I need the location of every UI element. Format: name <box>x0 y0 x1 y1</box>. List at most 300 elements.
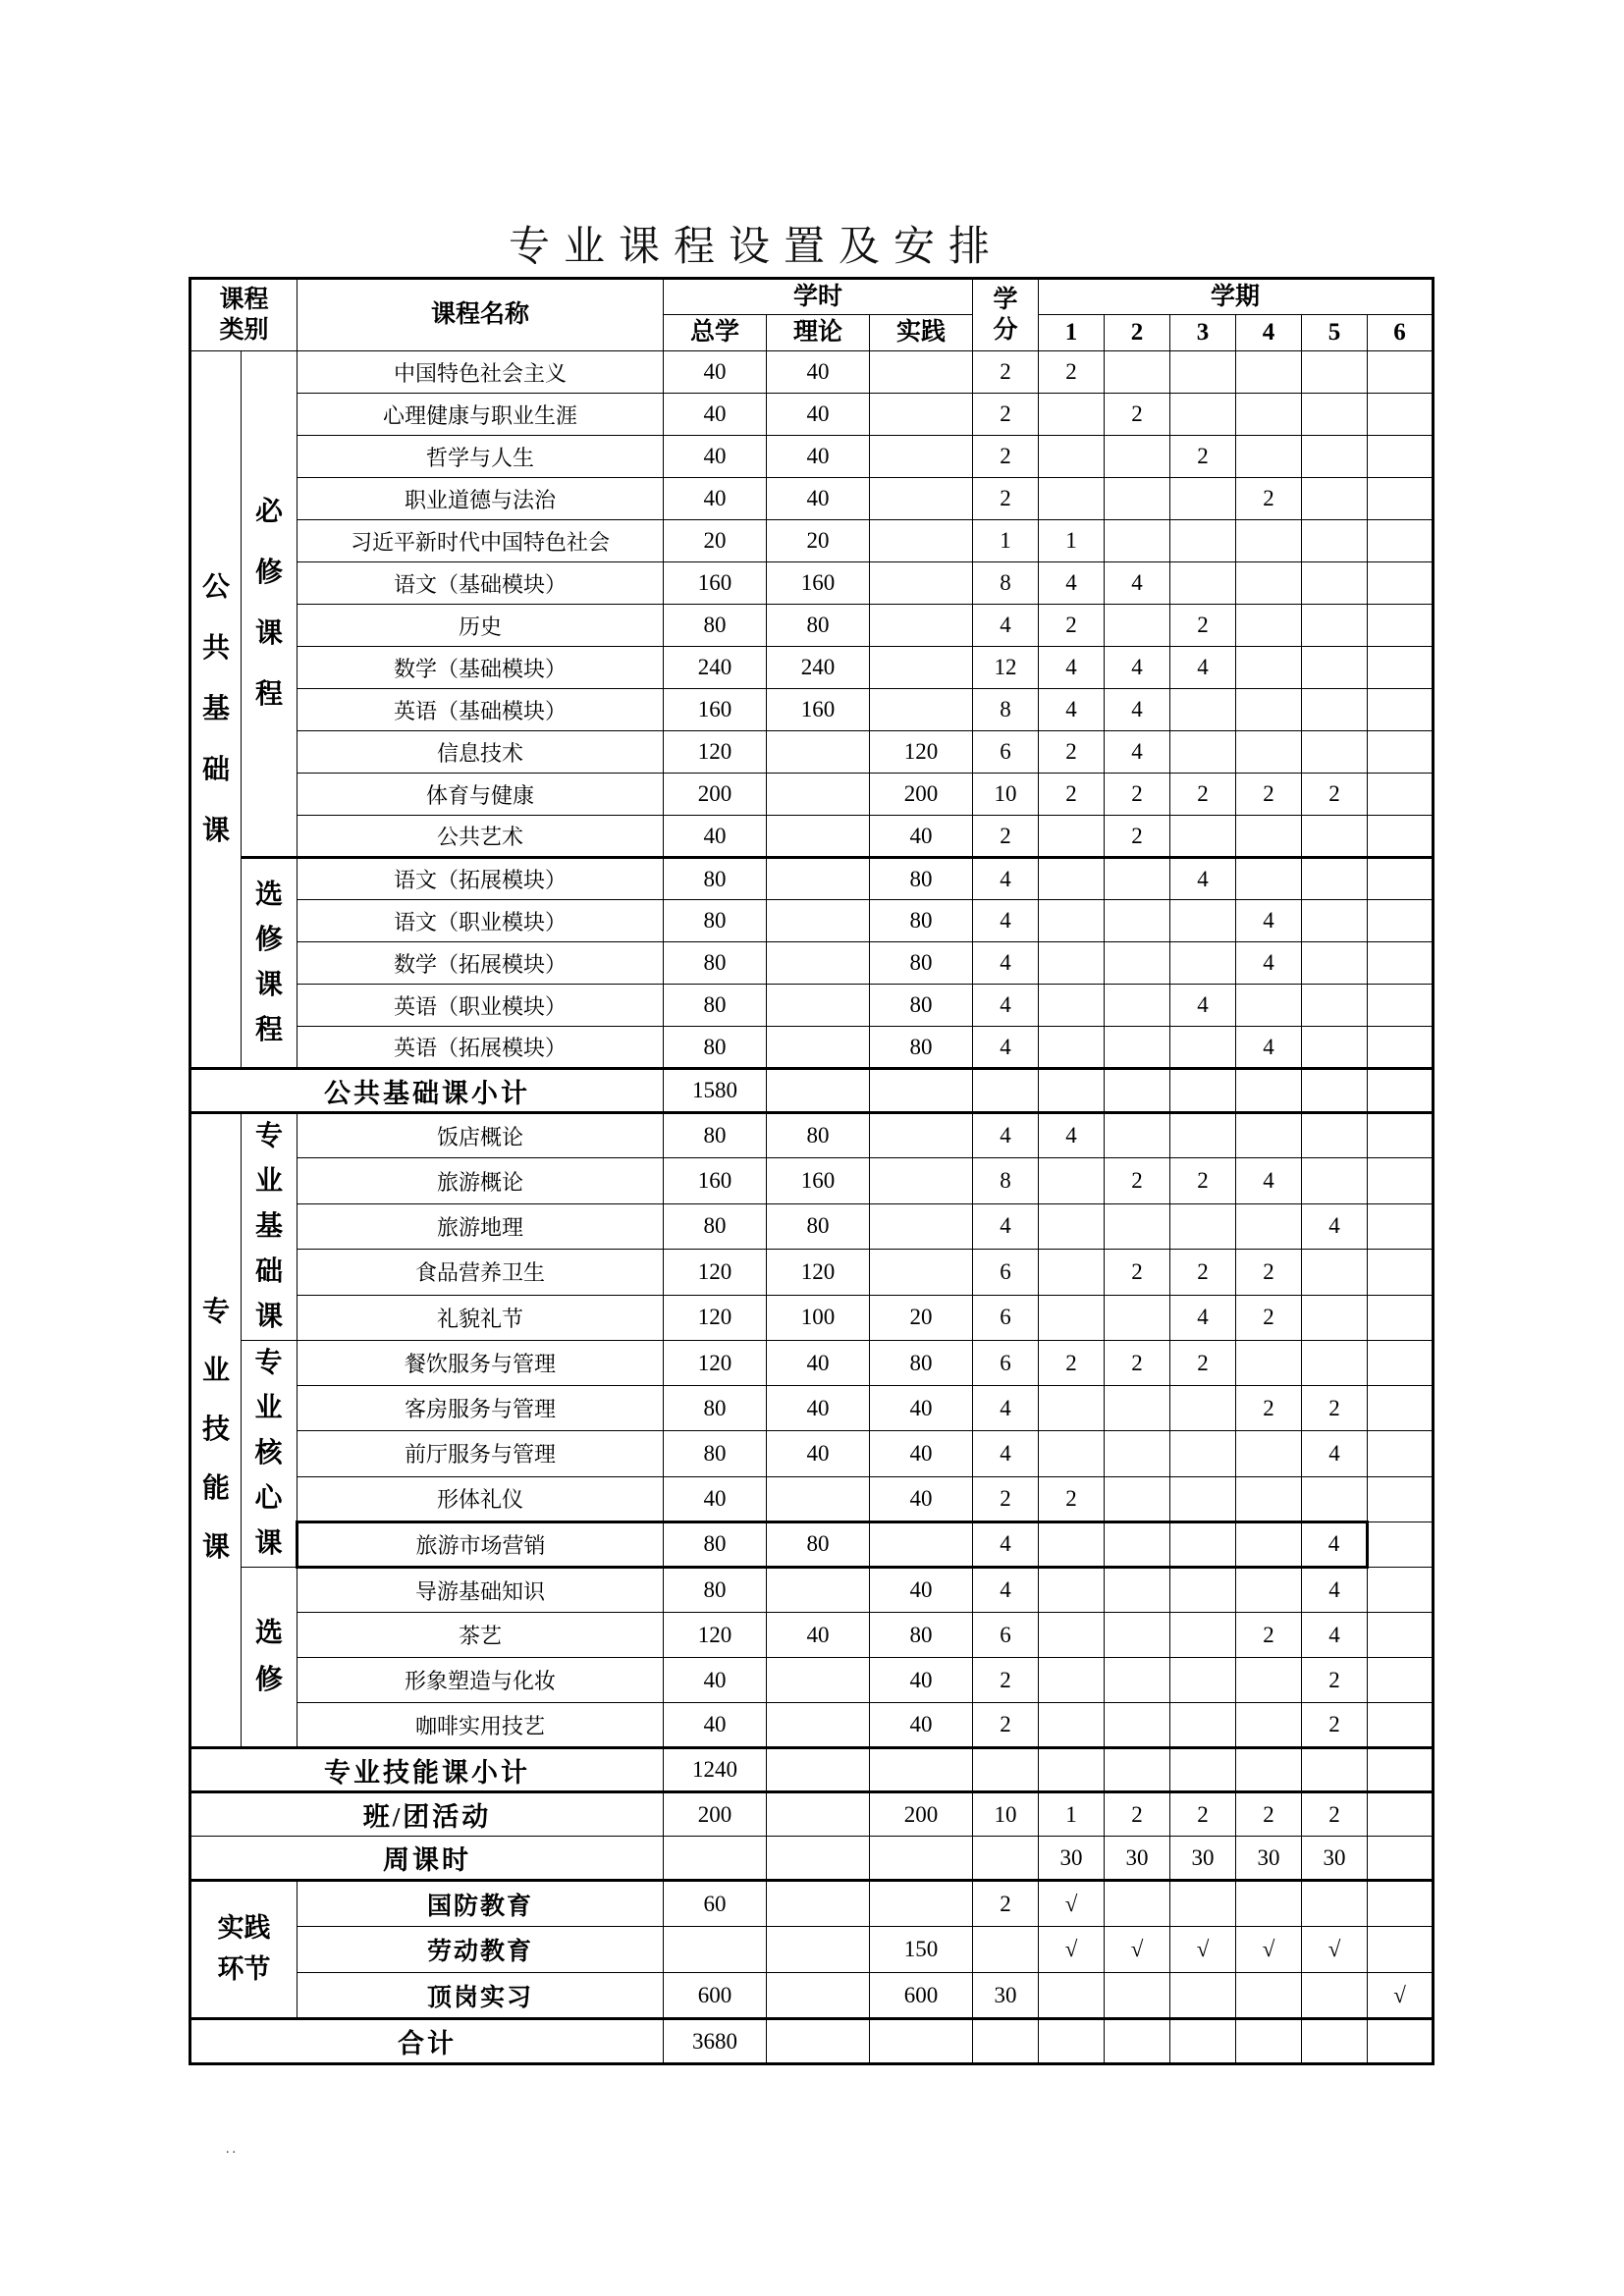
semester-1-cell <box>1039 985 1105 1027</box>
semester-5-cell: 30 <box>1302 1837 1368 1881</box>
semester-1-cell: 4 <box>1039 1113 1105 1158</box>
theory-hours-cell <box>767 1703 870 1748</box>
semester-5-cell <box>1302 1069 1368 1113</box>
semester-3-cell <box>1170 942 1236 985</box>
semester-2-cell: 2 <box>1105 774 1170 816</box>
semester-4-cell <box>1236 1203 1302 1249</box>
semester-2-cell <box>1105 1522 1170 1567</box>
semester-3-cell: √ <box>1170 1927 1236 1973</box>
credits-cell: 6 <box>973 1613 1039 1658</box>
practice-hours-cell <box>870 351 973 394</box>
credits-cell: 4 <box>973 1386 1039 1431</box>
course-row <box>190 520 1434 562</box>
header-semester-1: 1 <box>1039 315 1105 351</box>
total-hours-cell: 40 <box>664 394 767 436</box>
semester-6-cell <box>1368 1386 1434 1431</box>
course-row <box>190 1703 1434 1748</box>
semester-2-cell <box>1105 478 1170 520</box>
semester-2-cell: 30 <box>1105 1837 1170 1881</box>
semester-3-cell <box>1170 1522 1236 1567</box>
total-hours-cell: 80 <box>664 1386 767 1431</box>
course-name-cell: 心理健康与职业生涯 <box>298 394 664 436</box>
practice-hours-cell <box>870 1881 973 1927</box>
course-name-cell: 茶艺 <box>298 1613 664 1658</box>
course-name-cell: 哲学与人生 <box>298 436 664 478</box>
semester-3-cell <box>1170 1431 1236 1476</box>
course-name-cell: 体育与健康 <box>298 774 664 816</box>
semester-6-cell <box>1368 1837 1434 1881</box>
practice-hours-cell <box>870 394 973 436</box>
category-cell: 选 修 课 程 <box>242 858 298 1069</box>
total-hours-cell: 160 <box>664 1158 767 1203</box>
course-row <box>190 1973 1434 2019</box>
course-row <box>190 1250 1434 1295</box>
semester-5-cell <box>1302 1113 1368 1158</box>
course-name-cell: 语文（拓展模块） <box>298 858 664 900</box>
practice-hours-cell: 80 <box>870 1613 973 1658</box>
semester-5-cell <box>1302 1027 1368 1069</box>
semester-2-cell <box>1105 520 1170 562</box>
semester-5-cell <box>1302 1476 1368 1522</box>
category-cell: 公 共 基 础 课 <box>190 351 242 1069</box>
total-hours-cell: 40 <box>664 1476 767 1522</box>
course-row <box>190 1613 1434 1658</box>
header-hours-col-3: 实践 <box>870 315 973 351</box>
theory-hours-cell: 100 <box>767 1295 870 1340</box>
semester-5-cell: 2 <box>1302 1658 1368 1703</box>
theory-hours-cell: 40 <box>767 1431 870 1476</box>
practice-hours-cell: 40 <box>870 1476 973 1522</box>
summary-label-cell: 班/团活动 <box>190 1792 664 1837</box>
semester-4-cell: 2 <box>1236 1792 1302 1837</box>
semester-3-cell <box>1170 816 1236 858</box>
summary-row <box>190 1069 1434 1113</box>
course-name-cell: 形体礼仪 <box>298 1476 664 1522</box>
semester-6-cell <box>1368 605 1434 647</box>
practice-hours-cell: 80 <box>870 942 973 985</box>
course-row <box>190 1431 1434 1476</box>
course-name-cell: 客房服务与管理 <box>298 1386 664 1431</box>
credits-cell: 6 <box>973 1295 1039 1340</box>
practice-hours-cell: 120 <box>870 731 973 774</box>
semester-3-cell: 2 <box>1170 1158 1236 1203</box>
semester-5-cell <box>1302 1158 1368 1203</box>
course-name-cell: 餐饮服务与管理 <box>298 1341 664 1386</box>
semester-1-cell <box>1039 1203 1105 1249</box>
semester-3-cell: 30 <box>1170 1837 1236 1881</box>
theory-hours-cell <box>767 1658 870 1703</box>
semester-2-cell: 4 <box>1105 689 1170 731</box>
theory-hours-cell <box>767 985 870 1027</box>
semester-4-cell <box>1236 1568 1302 1613</box>
semester-4-cell <box>1236 436 1302 478</box>
total-hours-cell: 240 <box>664 647 767 689</box>
course-row <box>190 1522 1434 1567</box>
theory-hours-cell <box>767 942 870 985</box>
credits-cell: 10 <box>973 774 1039 816</box>
semester-4-cell <box>1236 520 1302 562</box>
semester-6-cell <box>1368 1027 1434 1069</box>
theory-hours-cell <box>767 1973 870 2019</box>
semester-6-cell <box>1368 1522 1434 1567</box>
course-name-cell: 劳动教育 <box>298 1927 664 1973</box>
semester-6-cell <box>1368 774 1434 816</box>
semester-2-cell <box>1105 858 1170 900</box>
semester-3-cell: 4 <box>1170 647 1236 689</box>
semester-4-cell <box>1236 1881 1302 1927</box>
semester-6-cell <box>1368 1703 1434 1748</box>
course-name-cell: 语文（职业模块） <box>298 900 664 942</box>
course-name-cell: 国防教育 <box>298 1881 664 1927</box>
total-hours-cell: 80 <box>664 900 767 942</box>
total-hours-cell: 120 <box>664 1341 767 1386</box>
semester-1-cell <box>1039 1973 1105 2019</box>
semester-5-cell <box>1302 478 1368 520</box>
course-row <box>190 394 1434 436</box>
semester-1-cell <box>1039 1522 1105 1567</box>
page-title: 专业课程设置及安排 <box>508 225 1003 270</box>
semester-4-cell: 30 <box>1236 1837 1302 1881</box>
theory-hours-cell: 40 <box>767 1386 870 1431</box>
header-hours-group: 学时 <box>664 279 973 315</box>
semester-1-cell <box>1039 816 1105 858</box>
total-hours-cell: 1240 <box>664 1748 767 1792</box>
practice-hours-cell <box>870 1250 973 1295</box>
semester-5-cell <box>1302 1973 1368 2019</box>
course-row <box>190 1386 1434 1431</box>
practice-hours-cell: 40 <box>870 1703 973 1748</box>
semester-2-cell: 2 <box>1105 816 1170 858</box>
course-name-cell: 英语（职业模块） <box>298 985 664 1027</box>
semester-6-cell <box>1368 2019 1434 2064</box>
credits-cell: 2 <box>973 1703 1039 1748</box>
credits-cell: 4 <box>973 605 1039 647</box>
course-name-cell: 旅游市场营销 <box>298 1522 664 1567</box>
semester-4-cell <box>1236 2019 1302 2064</box>
credits-cell: 4 <box>973 1568 1039 1613</box>
total-hours-cell: 120 <box>664 1250 767 1295</box>
practice-hours-cell: 40 <box>870 1568 973 1613</box>
semester-4-cell: 2 <box>1236 478 1302 520</box>
course-name-cell: 导游基础知识 <box>298 1568 664 1613</box>
course-name-cell: 公共艺术 <box>298 816 664 858</box>
semester-3-cell <box>1170 1203 1236 1249</box>
semester-2-cell <box>1105 985 1170 1027</box>
total-hours-cell: 160 <box>664 689 767 731</box>
semester-6-cell <box>1368 1792 1434 1837</box>
total-hours-cell: 120 <box>664 731 767 774</box>
credits-cell: 4 <box>973 985 1039 1027</box>
semester-1-cell: 4 <box>1039 647 1105 689</box>
practice-hours-cell: 150 <box>870 1927 973 1973</box>
practice-hours-cell <box>870 1113 973 1158</box>
course-row <box>190 1568 1434 1613</box>
semester-3-cell: 4 <box>1170 1295 1236 1340</box>
course-name-cell: 礼貌礼节 <box>298 1295 664 1340</box>
semester-2-cell <box>1105 1431 1170 1476</box>
semester-3-cell: 4 <box>1170 858 1236 900</box>
semester-5-cell <box>1302 1341 1368 1386</box>
semester-4-cell: 4 <box>1236 942 1302 985</box>
course-row <box>190 647 1434 689</box>
semester-3-cell: 2 <box>1170 774 1236 816</box>
semester-6-cell <box>1368 689 1434 731</box>
credits-cell: 2 <box>973 1881 1039 1927</box>
semester-4-cell <box>1236 1522 1302 1567</box>
semester-3-cell <box>1170 478 1236 520</box>
semester-1-cell: 1 <box>1039 520 1105 562</box>
course-row <box>190 1158 1434 1203</box>
course-row <box>190 436 1434 478</box>
course-row <box>190 985 1434 1027</box>
semester-3-cell <box>1170 394 1236 436</box>
semester-5-cell <box>1302 436 1368 478</box>
semester-5-cell <box>1302 1748 1368 1792</box>
semester-4-cell: √ <box>1236 1927 1302 1973</box>
total-hours-cell: 80 <box>664 858 767 900</box>
semester-6-cell <box>1368 1927 1434 1973</box>
semester-4-cell <box>1236 858 1302 900</box>
semester-3-cell <box>1170 1658 1236 1703</box>
course-name-cell: 中国特色社会主义 <box>298 351 664 394</box>
credits-cell: 4 <box>973 1113 1039 1158</box>
credits-cell: 6 <box>973 1341 1039 1386</box>
credits-cell: 2 <box>973 436 1039 478</box>
theory-hours-cell: 240 <box>767 647 870 689</box>
practice-hours-cell: 200 <box>870 774 973 816</box>
course-name-cell: 食品营养卫生 <box>298 1250 664 1295</box>
total-hours-cell: 40 <box>664 478 767 520</box>
semester-6-cell <box>1368 1658 1434 1703</box>
credits-cell <box>973 1927 1039 1973</box>
semester-4-cell: 2 <box>1236 1613 1302 1658</box>
semester-2-cell: √ <box>1105 1927 1170 1973</box>
course-name-cell: 英语（拓展模块） <box>298 1027 664 1069</box>
practice-hours-cell <box>870 605 973 647</box>
semester-5-cell: 2 <box>1302 1703 1368 1748</box>
theory-hours-cell: 160 <box>767 562 870 605</box>
semester-4-cell: 2 <box>1236 774 1302 816</box>
total-hours-cell: 80 <box>664 1568 767 1613</box>
practice-hours-cell: 80 <box>870 1341 973 1386</box>
theory-hours-cell <box>767 1069 870 1113</box>
course-name-cell: 数学（基础模块） <box>298 647 664 689</box>
header-category: 课程 类别 <box>190 279 298 351</box>
total-hours-cell: 40 <box>664 351 767 394</box>
semester-5-cell <box>1302 731 1368 774</box>
total-hours-cell: 200 <box>664 774 767 816</box>
total-hours-cell: 600 <box>664 1973 767 2019</box>
semester-1-cell <box>1039 1748 1105 1792</box>
total-hours-cell: 60 <box>664 1881 767 1927</box>
summary-label-cell: 专业技能课小计 <box>190 1748 664 1792</box>
header-hours-col-2: 理论 <box>767 315 870 351</box>
semester-6-cell <box>1368 1295 1434 1340</box>
practice-hours-cell: 600 <box>870 1973 973 2019</box>
semester-3-cell <box>1170 1386 1236 1431</box>
semester-1-cell <box>1039 1568 1105 1613</box>
credits-cell: 2 <box>973 1658 1039 1703</box>
semester-4-cell <box>1236 394 1302 436</box>
semester-1-cell: 4 <box>1039 689 1105 731</box>
semester-1-cell <box>1039 1431 1105 1476</box>
semester-5-cell: 4 <box>1302 1568 1368 1613</box>
semester-2-cell <box>1105 605 1170 647</box>
semester-6-cell <box>1368 900 1434 942</box>
semester-3-cell <box>1170 1613 1236 1658</box>
semester-5-cell: 4 <box>1302 1431 1368 1476</box>
total-hours-cell: 80 <box>664 985 767 1027</box>
course-row <box>190 774 1434 816</box>
semester-6-cell <box>1368 1341 1434 1386</box>
course-name-cell: 咖啡实用技艺 <box>298 1703 664 1748</box>
course-name-cell: 顶岗实习 <box>298 1973 664 2019</box>
semester-5-cell: 4 <box>1302 1203 1368 1249</box>
course-row <box>190 1203 1434 1249</box>
course-name-cell: 数学（拓展模块） <box>298 942 664 985</box>
semester-2-cell <box>1105 942 1170 985</box>
semester-3-cell <box>1170 351 1236 394</box>
course-name-cell: 英语（基础模块） <box>298 689 664 731</box>
course-row <box>190 1341 1434 1386</box>
practice-hours-cell <box>870 562 973 605</box>
course-row <box>190 731 1434 774</box>
header-row-1 <box>190 279 1434 315</box>
semester-3-cell <box>1170 731 1236 774</box>
semester-3-cell <box>1170 1476 1236 1522</box>
semester-4-cell: 2 <box>1236 1295 1302 1340</box>
semester-6-cell <box>1368 478 1434 520</box>
theory-hours-cell: 80 <box>767 1113 870 1158</box>
semester-5-cell <box>1302 605 1368 647</box>
semester-1-cell: 2 <box>1039 605 1105 647</box>
course-name-cell: 形象塑造与化妆 <box>298 1658 664 1703</box>
credits-cell: 8 <box>973 562 1039 605</box>
semester-1-cell <box>1039 1613 1105 1658</box>
semester-3-cell: 2 <box>1170 1250 1236 1295</box>
theory-hours-cell <box>767 1748 870 1792</box>
semester-3-cell: 2 <box>1170 436 1236 478</box>
course-name-cell: 语文（基础模块） <box>298 562 664 605</box>
category-cell: 专 业 核 心 课 <box>242 1341 298 1568</box>
semester-4-cell <box>1236 985 1302 1027</box>
theory-hours-cell: 20 <box>767 520 870 562</box>
semester-3-cell <box>1170 1703 1236 1748</box>
semester-2-cell <box>1105 1568 1170 1613</box>
practice-hours-cell <box>870 1069 973 1113</box>
semester-1-cell <box>1039 394 1105 436</box>
credits-cell: 2 <box>973 351 1039 394</box>
semester-4-cell <box>1236 731 1302 774</box>
semester-1-cell <box>1039 1658 1105 1703</box>
semester-2-cell <box>1105 1386 1170 1431</box>
semester-4-cell <box>1236 1748 1302 1792</box>
semester-6-cell <box>1368 942 1434 985</box>
semester-1-cell <box>1039 1703 1105 1748</box>
course-row <box>190 351 1434 394</box>
semester-3-cell: 2 <box>1170 1341 1236 1386</box>
credits-cell: 2 <box>973 478 1039 520</box>
semester-1-cell <box>1039 478 1105 520</box>
total-hours-cell: 80 <box>664 1203 767 1249</box>
credits-cell: 2 <box>973 816 1039 858</box>
header-course-name: 课程名称 <box>298 279 664 351</box>
total-hours-cell: 80 <box>664 1113 767 1158</box>
semester-1-cell <box>1039 858 1105 900</box>
course-row <box>190 816 1434 858</box>
semester-6-cell <box>1368 1748 1434 1792</box>
semester-5-cell <box>1302 394 1368 436</box>
curriculum-table <box>189 277 1435 2065</box>
category-cell: 专 业 基 础 课 <box>242 1113 298 1341</box>
theory-hours-cell <box>767 1027 870 1069</box>
semester-6-cell <box>1368 1431 1434 1476</box>
course-name-cell: 旅游概论 <box>298 1158 664 1203</box>
semester-2-cell <box>1105 1881 1170 1927</box>
category-cell: 实践 环节 <box>190 1881 298 2019</box>
semester-5-cell <box>1302 2019 1368 2064</box>
semester-3-cell <box>1170 1748 1236 1792</box>
semester-4-cell: 4 <box>1236 1158 1302 1203</box>
semester-2-cell <box>1105 1113 1170 1158</box>
theory-hours-cell: 40 <box>767 436 870 478</box>
theory-hours-cell: 40 <box>767 478 870 520</box>
semester-1-cell: 4 <box>1039 562 1105 605</box>
course-row <box>190 1658 1434 1703</box>
course-row <box>190 900 1434 942</box>
summary-row <box>190 2019 1434 2064</box>
semester-6-cell <box>1368 731 1434 774</box>
total-hours-cell: 80 <box>664 1431 767 1476</box>
practice-hours-cell: 80 <box>870 858 973 900</box>
total-hours-cell: 200 <box>664 1792 767 1837</box>
practice-hours-cell <box>870 1837 973 1881</box>
semester-2-cell: 2 <box>1105 1341 1170 1386</box>
semester-4-cell <box>1236 351 1302 394</box>
semester-2-cell <box>1105 1203 1170 1249</box>
semester-5-cell <box>1302 858 1368 900</box>
total-hours-cell: 120 <box>664 1613 767 1658</box>
semester-3-cell: 4 <box>1170 985 1236 1027</box>
semester-6-cell <box>1368 1069 1434 1113</box>
theory-hours-cell <box>767 1568 870 1613</box>
practice-hours-cell <box>870 1158 973 1203</box>
semester-4-cell: 2 <box>1236 1386 1302 1431</box>
semester-5-cell <box>1302 1295 1368 1340</box>
practice-hours-cell: 40 <box>870 1658 973 1703</box>
semester-2-cell <box>1105 2019 1170 2064</box>
total-hours-cell: 160 <box>664 562 767 605</box>
semester-2-cell: 4 <box>1105 731 1170 774</box>
semester-1-cell: 2 <box>1039 1476 1105 1522</box>
credits-cell: 4 <box>973 900 1039 942</box>
total-hours-cell: 3680 <box>664 2019 767 2064</box>
theory-hours-cell: 120 <box>767 1250 870 1295</box>
semester-4-cell <box>1236 1341 1302 1386</box>
total-hours-cell: 20 <box>664 520 767 562</box>
course-row <box>190 562 1434 605</box>
semester-1-cell <box>1039 942 1105 985</box>
category-cell: 专 业 技 能 课 <box>190 1113 242 1748</box>
semester-5-cell <box>1302 647 1368 689</box>
credits-cell: 1 <box>973 520 1039 562</box>
semester-3-cell <box>1170 1881 1236 1927</box>
semester-2-cell <box>1105 1295 1170 1340</box>
course-row <box>190 1295 1434 1340</box>
semester-2-cell: 4 <box>1105 562 1170 605</box>
semester-3-cell <box>1170 900 1236 942</box>
theory-hours-cell: 160 <box>767 1158 870 1203</box>
